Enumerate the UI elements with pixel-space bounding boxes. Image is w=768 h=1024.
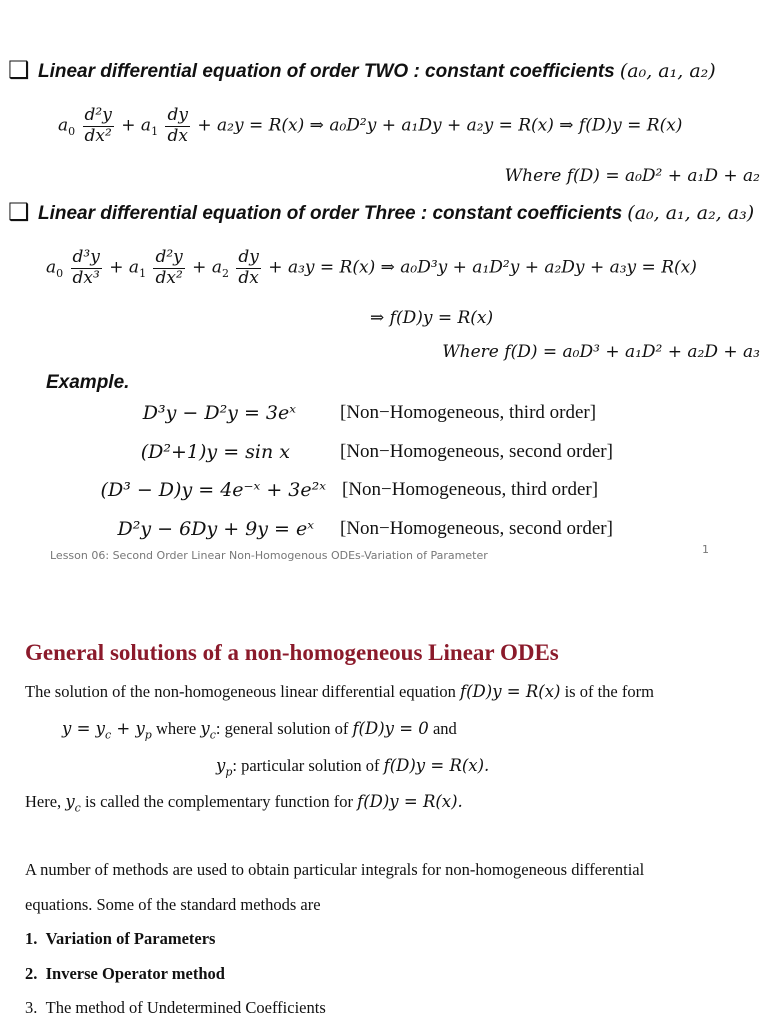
paragraph-methods-2: equations. Some of the standard methods are [25,895,321,914]
heading-order-three: Linear differential equation of order Three : constant coefficients (a₀, a₁, a₂, a₃) [38,202,755,224]
slide-footer: Lesson 06: Second Order Linear Non-Homogenous ODEs-Variation of Parameter [50,549,488,562]
equation-order-two: $a_0$ $\frac{\text{d²y}}{\text{dx²}}$ + $a_1$ $\frac{dy}{dx}$ + a₂y = R(x) ⇒ a₀D²y + a₁Dy + a₂y = R(x) ⇒ f(D)y = R(x) [58,105,683,146]
where-order-three: Where f(D) = a₀D³ + a₁D² + a₂D + a₃ [442,342,760,362]
line-particular-solution: $y_p$: particular solution of f(D)y = R(x). [216,756,490,779]
example-eq-4: D²y − 6Dy + 9y = eˣ [117,518,314,540]
line-complementary-function: Here, $y_c$ is called the complementary function for f(D)y = R(x). [25,792,463,815]
example-desc-3: [Non−Homogeneous, third order] [342,479,599,500]
page-number: 1 [702,543,709,556]
example-desc-2: [Non−Homogeneous, second order] [340,441,613,462]
example-eq-1: D³y − D²y = 3eˣ [142,402,296,424]
where-order-two: Where f(D) = a₀D² + a₁D + a₂ [504,166,760,186]
example-eq-3: (D³ − D)y = 4e⁻ˣ + 3e²ˣ [100,479,326,501]
paragraph-methods-1: A number of methods are used to obtain particular integrals for non-homogeneous differential [25,860,645,879]
bullet-icon: ❑ [8,198,30,226]
paragraph-solution-form: The solution of the non-homogeneous linear differential equation f(D)y = R(x) is of the form [25,682,654,701]
line-general-solution: $y = y_c + y_p$ where $y_c$: general solution of f(D)y = 0 and [62,719,457,742]
example-desc-4: [Non−Homogeneous, second order] [340,518,613,539]
method-item-2: 2. Inverse Operator method [25,964,225,983]
example-desc-1: [Non−Homogeneous, third order] [340,402,597,423]
equation-order-three: $a_0$ $\frac{\text{d³y}}{\text{dx³}}$ + $a_1$ $\frac{\text{d²y}}{\text{dx²}}$ + $a_2$ $\frac{dy}{dx}$ + a₃y = R(x) ⇒ a₀D³y + a₁D²y + a₂Dy + a₃y = R(x) [46,247,697,288]
example-eq-2: (D²+1)y = sin x [140,441,290,463]
method-item-1: 1. Variation of Parameters [25,929,216,948]
bullet-icon: ❑ [8,56,30,84]
equation-order-three-result: ⇒ f(D)y = R(x) [370,308,494,328]
section-title: General solutions of a non-homogeneous Linear ODEs [25,640,559,665]
heading-order-two: Linear differential equation of order TWO : constant coefficients (a₀, a₁, a₂) [38,60,716,82]
method-item-3: 3. The method of Undetermined Coefficients [25,998,326,1017]
example-label: Example. [46,372,130,393]
